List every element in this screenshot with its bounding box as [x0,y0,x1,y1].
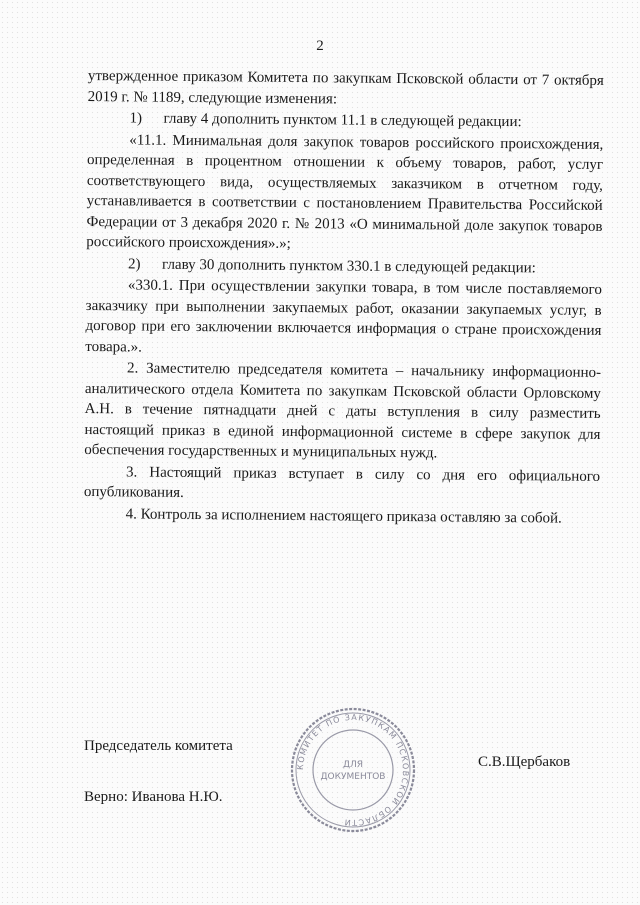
list-item-2-number: 2) [128,255,141,273]
svg-text:ДЛЯ: ДЛЯ [342,760,364,770]
paragraph-point-4: 4. Контроль за исполнением настоящего приказа оставляю за собой. [125,505,562,527]
list-item-1-number: 1) [129,110,143,127]
list-item-1-text: главу 4 дополнить пунктом 11.1 в следующей редакции: [163,110,522,131]
svg-text:КОМИТЕТ ПО ЗАКУПКАМ ПСКОВСКОЙ: КОМИТЕТ ПО ЗАКУПКАМ ПСКОВСКОЙ ОБЛАСТИ [295,712,411,828]
paragraph-point-3: 3. Настоящий приказ вступает в силу со дня его официального опубликования. [83,463,601,501]
verified-copy-note: Верно: Иванова Н.Ю. [84,789,223,805]
document-body [84,66,604,530]
svg-text:ДОКУМЕНТОВ: ДОКУМЕНТОВ [320,772,386,782]
paragraph-quote-11-1: «11.1. Минимальная доля закупок товаров российского происхождения, определенная в процентном отношении к объему товаров, работ, услуг соответствующего вида, осуществляемых заказчиком в отчетном году, устанавливается в соответствии с постановлением Правительства Российской Федерации от 3 декабря 2020 г. № 2013 «О минимальной доле закупок товаров российского происхождения».»; [86,131,604,252]
page-number: 2 [316,38,324,54]
seal-graphic [288,705,418,835]
official-seal-stamp [288,705,418,835]
list-item-2-text: главу 30 дополнить пунктом 330.1 в следующей редакции: [162,256,536,276]
paragraph-intro: утвержденное приказом Комитета по закупкам Псковской области от 7 октября 2019 г. № 1189, следующие изменения: [87,67,604,107]
paragraph-point-2: 2. Заместителю председателя комитета – начальнику информационно-аналитического отдела Комитета по закупкам Псковской области Орловскому А.Н. в течение пятнадцати дней с даты вступления в силу разместить настоящий приказ в единой информационной системе в сфере закупок для обеспечения государственных и муниципальных нужд. [84,360,602,462]
paragraph-quote-330-1: «330.1. При осуществлении закупки товара, в том числе поставляемого заказчику при выполнении закупаемых работ, оказании закупаемых услуг, в договор при его заключении включается информация о стране происхождения товара.». [85,277,602,356]
signature-position: Председатель комитета [84,738,233,754]
signature-name: С.В.Щербаков [478,754,571,770]
